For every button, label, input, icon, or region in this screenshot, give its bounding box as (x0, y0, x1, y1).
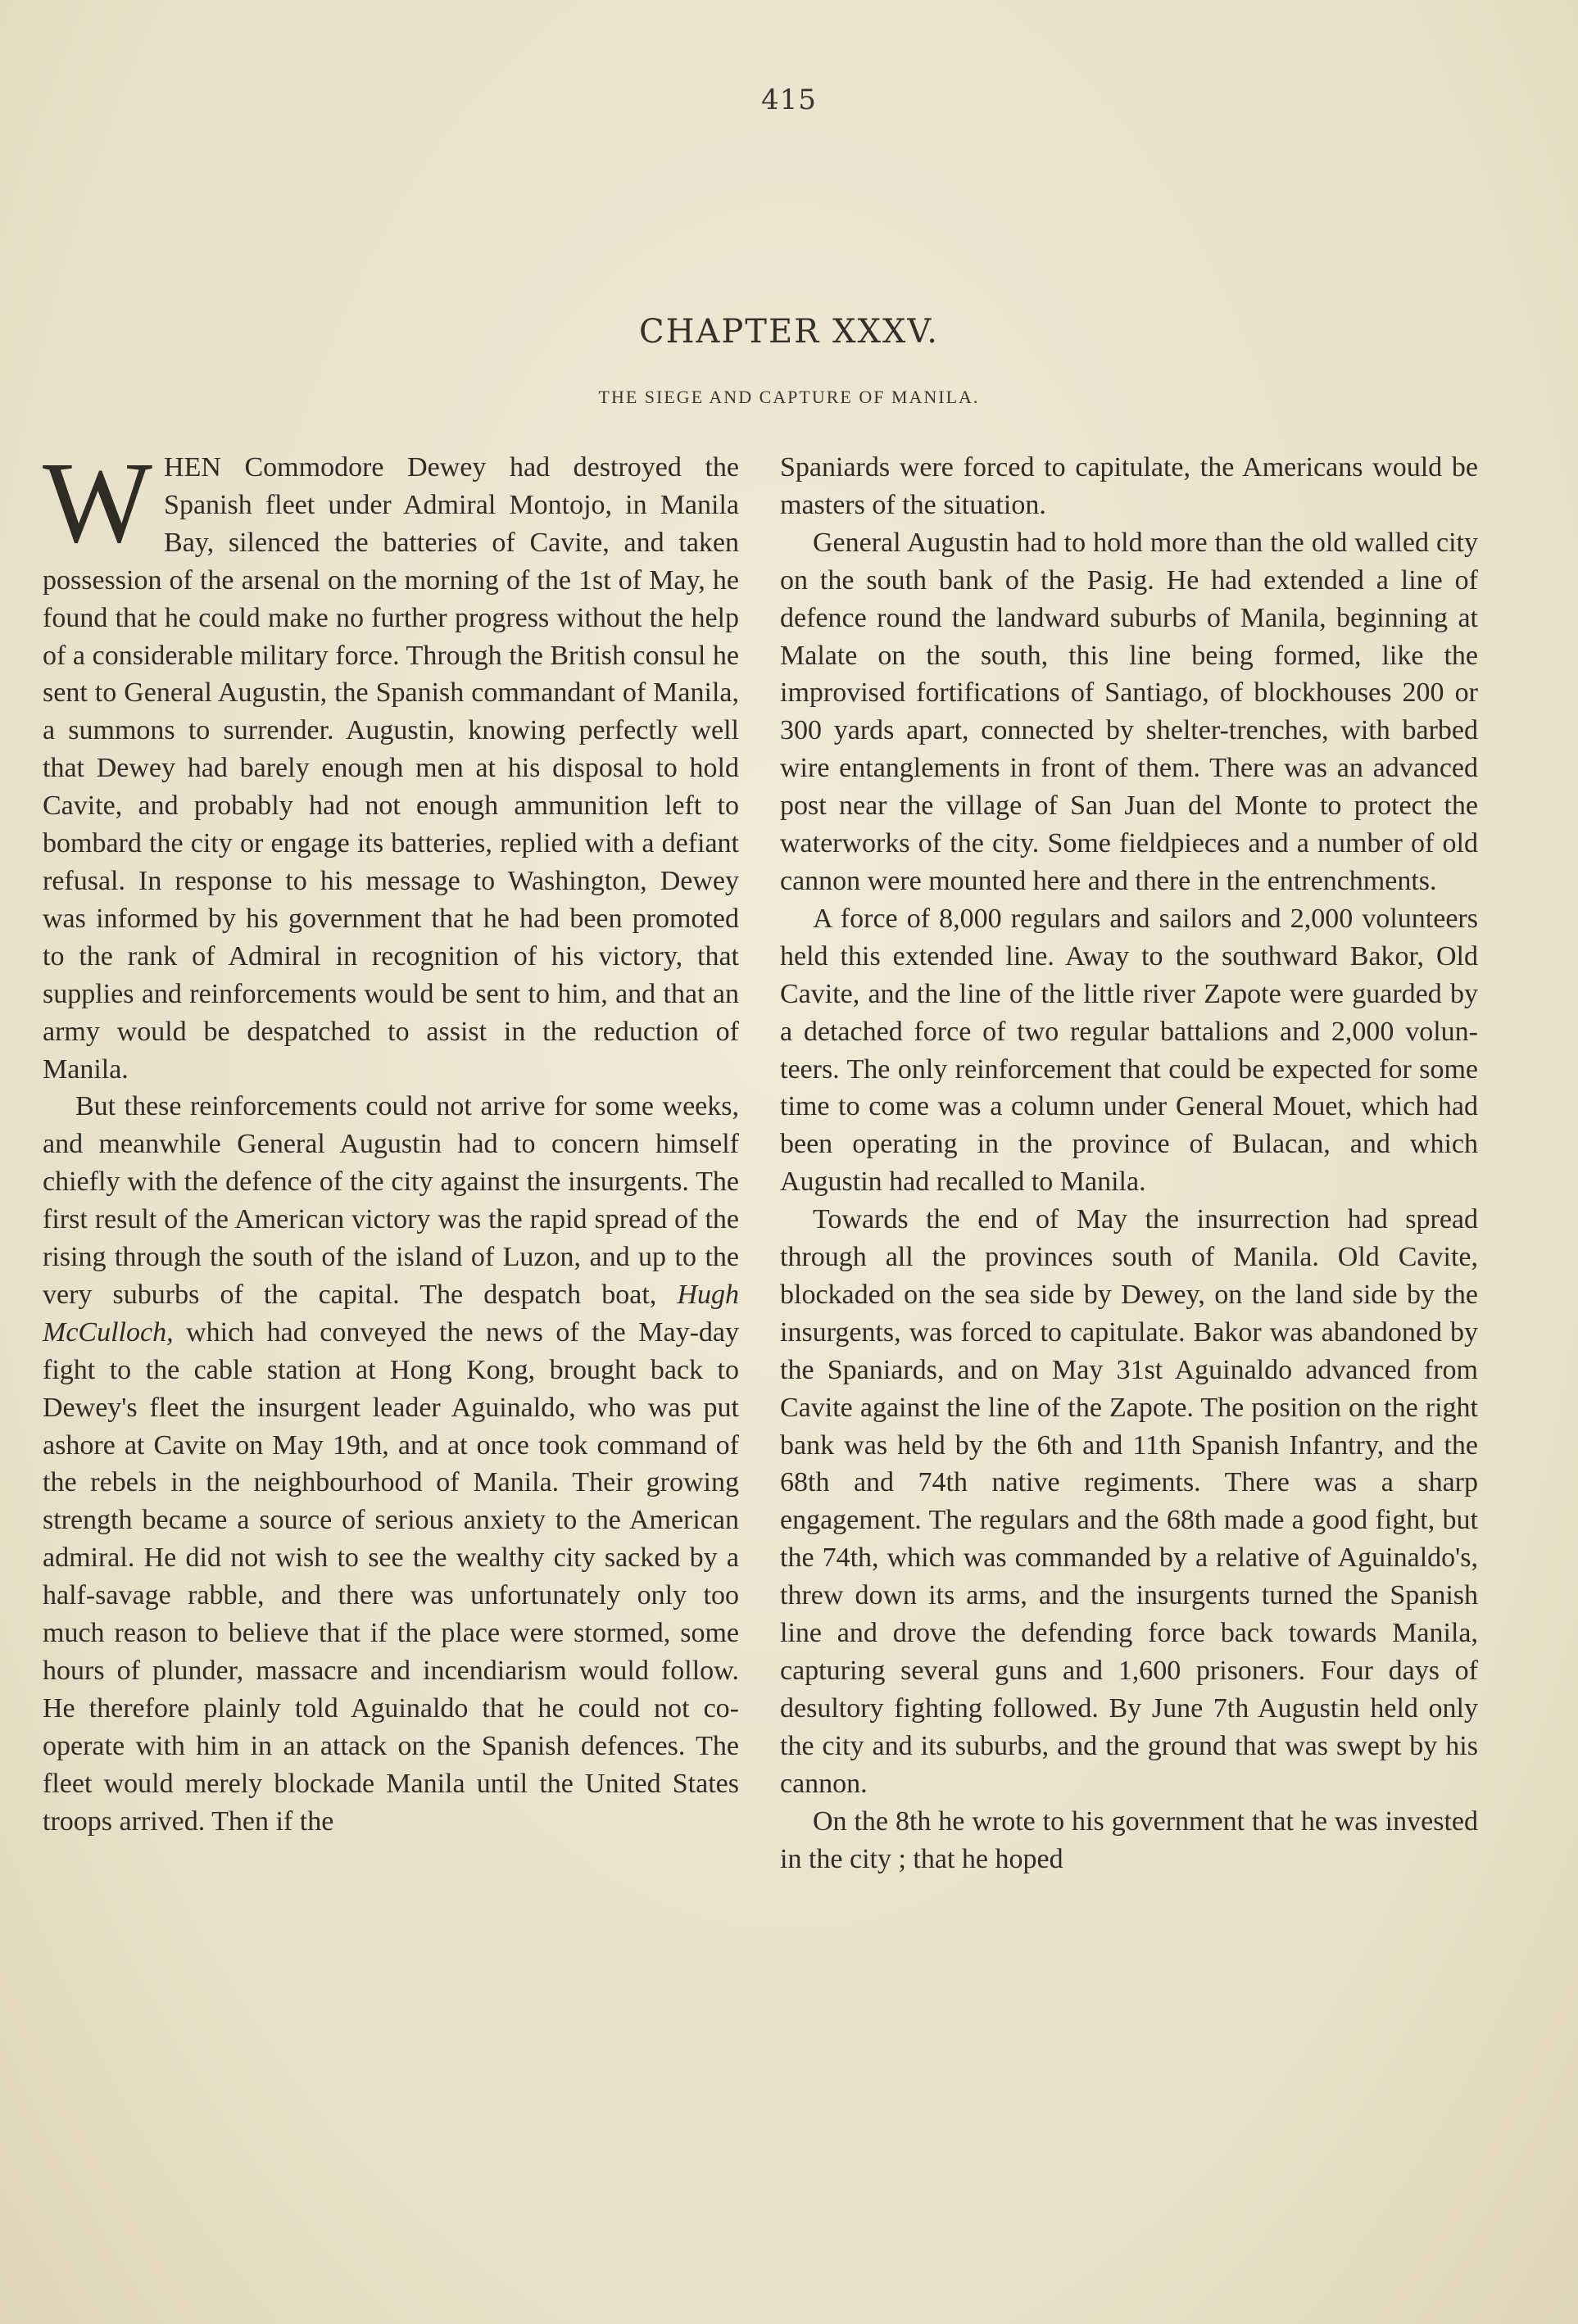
page-number: 415 (761, 84, 817, 116)
right-paragraph-3: A force of 8,000 regulars and sailors and 2,000 volunteers held this extended line. Away to the southward Bakor, Old Cavite, and the line of the little river Zapote were guarded by a detached force of two regular battalions and 2,000 volunteers. The only reinforcement that could be expected for some time to come was a column under General Mouet, which had been operating in the province of Bulacan, and which Augustin had recalled to Manila. (780, 903, 1478, 1198)
left-paragraph-1 (43, 437, 739, 1088)
chapter-subtitle: THE SIEGE AND CAPTURE OF MANILA. (598, 387, 980, 407)
right-paragraph-2: General Augustin had to hold more than the old walled city on the south bank of the Pasig. He had extended a line of defence round the landward suburbs of Manila, beginning at Malate on the south, this line being formed, like the improvised fortifications of Santiago, of blockhouses 200 or 300 yards apart, connected by shelter-trenches, with barbed wire entanglements in front of them. There was an advanced post near the village of San Juan del Monte to protect the waterworks of the city. Some fieldpieces and a number of old cannon were mounted here and there in the entrenchments. (780, 527, 1478, 896)
ship-name: Hugh McCulloch, (43, 1279, 739, 1348)
right-paragraph-5: On the 8th he wrote to his government that he was invested in the city ; that he hoped (780, 1805, 1478, 1874)
left-paragraph-2 (43, 1088, 739, 1840)
left-paragraph-2-text-b: which had conveyed the news of the May-day fight to the cable station at Hong Kong, brought back to Dewey's fleet the insurgent leader Aguinaldo, who was put ashore at Cavite on May 19th, and at once took command of the rebels in the neighbourhood of Manila. Their growing strength became a source of serious anxiety to the American admiral. He did not wish to see the wealthy city sacked by a half-savage rabble, and there was unfortunately only too much reason to believe that if the place were stormed, some hours of plunder, massacre and incendiarism would follow. He therefore plainly told Aguinaldo that he could not co-operate with him in an attack on the Spanish defences. The fleet would merely blockade Manila until the United States troops arrived. Then if the (43, 1316, 739, 1837)
left-paragraph-2-text-a: But these reinforcements could not arrive for some weeks, and meanwhile General Augustin had to concern himself chiefly with the defence of the city against the insurgents. The first result of the American victory was the rapid spread of the rising through the south of the island of Luzon, and up to the very suburbs of the capital. The despatch boat, (43, 1091, 739, 1310)
drop-cap: W (43, 437, 153, 567)
left-paragraph-1-text: HEN Commodore Dewey had destroyed the Spanish fleet under Admiral Montojo, in Manila Bay, silenced the batteries of Cavite, and taken possession of the arsenal on the morning of the 1st of May, he found that he could make no further progress without the help of a considerable military force. Through the British consul he sent to General Augustin, the Spanish commandant of Manila, a summons to surrender. Augustin, knowing perfectly well that Dewey had barely enough men at his disposal to hold Cavite, and probably had not enough ammunition left to bombard the city or engage its batteries, replied with a defiant refusal. In response to his message to Washington, Dewey was informed by his government that he had been promoted to the rank of Admiral in recognition of his victory, that supplies and reinforcements would be sent to him, and that an army would be despatched to assist in the reduction of Manila. (43, 452, 739, 1085)
right-paragraph-4: Towards the end of May the insurrection had spread through all the provinces south of Manila. Old Cavite, blockaded on the sea side by Dewey, on the land side by the insurgents, was forced to capitulate. Bakor was abandoned by the Spaniards, and on May 31st Aguinaldo advanced from Cavite against the line of the Zapote. The position on the right bank was held by the 6th and 11th Spanish Infantry, and the 68th and 74th native regiments. There was a sharp engagement. The regulars and the 68th made a good fight, but the 74th, which was commanded by a relative of Aguinaldo's, threw down its arms, and the insurgents turned the Spanish line and drove the defending force back towards Manila, capturing several guns and 1,600 prisoners. Four days of desultory fighting followed. By June 7th Augustin held only the city and its suburbs, and the ground that was swept by his cannon. (780, 1204, 1478, 1799)
left-column (43, 437, 739, 1841)
right-paragraph-1: Spaniards were forced to capitulate, the Americans would be masters of the situation. (780, 452, 1478, 520)
right-column (780, 449, 1478, 1878)
chapter-title: CHAPTER XXXV. (638, 313, 940, 351)
